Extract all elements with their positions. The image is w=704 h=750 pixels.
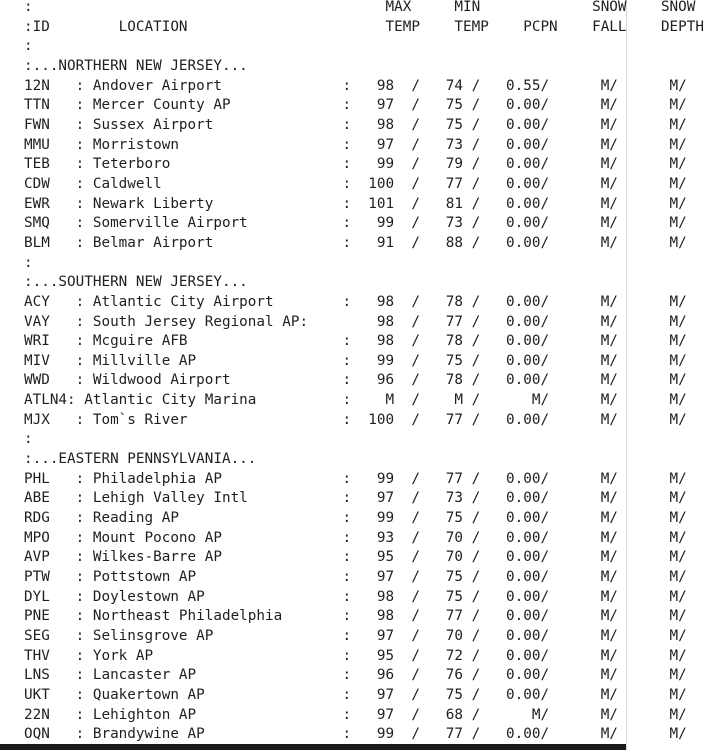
section-header: :...EASTERN PENNSYLVANIA... bbox=[24, 451, 257, 468]
station-row: SEG : Selinsgrove AP : 97 / 70 / 0.00/ M/ M/ bbox=[24, 628, 687, 644]
station-row: 12N : Andover Airport : 98 / 74 / 0.55/ M/ M/ bbox=[24, 77, 687, 94]
section-header: :...SOUTHERN NEW JERSEY... bbox=[24, 274, 248, 291]
station-row: MJX : Tom`s River : 100 / 77 / 0.00/ M/ M/ bbox=[24, 411, 687, 428]
report-line: : bbox=[24, 431, 33, 448]
horizontal-scrollbar[interactable] bbox=[0, 744, 626, 750]
section-header: :...NORTHERN NEW JERSEY... bbox=[24, 57, 248, 74]
station-row: ATLN4: Atlantic City Marina : M / M / M/ M/ M/ bbox=[24, 392, 687, 409]
station-row: MMU : Morristown : 97 / 73 / 0.00/ M/ M/ bbox=[24, 136, 687, 153]
station-row: MIV : Millville AP : 99 / 75 / 0.00/ M/ M/ bbox=[24, 352, 687, 369]
station-row: CDW : Caldwell : 100 / 77 / 0.00/ M/ M/ bbox=[24, 175, 687, 192]
station-row: PHL : Philadelphia AP : 99 / 77 / 0.00/ M/ M/ bbox=[24, 470, 687, 487]
station-row: BLM : Belmar Airport : 91 / 88 / 0.00/ M/ M/ bbox=[24, 234, 687, 251]
scrollbar-thumb[interactable] bbox=[0, 744, 626, 750]
station-row: ACY : Atlantic City Airport : 98 / 78 / 0.00/ M/ M/ bbox=[24, 293, 687, 310]
report-line: : MAX MIN SNOW SNOW bbox=[24, 0, 696, 15]
station-row: ABE : Lehigh Valley Intl : 97 / 73 / 0.00/ M/ M/ bbox=[24, 490, 687, 507]
station-row: RDG : Reading AP : 99 / 75 / 0.00/ M/ M/ bbox=[24, 510, 687, 527]
station-row: WRI : Mcguire AFB : 98 / 78 / 0.00/ M/ M/ bbox=[24, 333, 687, 350]
station-row: UKT : Quakertown AP : 97 / 75 / 0.00/ M/ M/ bbox=[24, 686, 687, 703]
report-text bbox=[24, 0, 704, 745]
station-row: PTW : Pottstown AP : 97 / 75 / 0.00/ M/ M/ bbox=[24, 569, 687, 586]
station-row: WWD : Wildwood Airport : 96 / 78 / 0.00/ M/ M/ bbox=[24, 372, 687, 389]
station-row: DYL : Doylestown AP : 98 / 75 / 0.00/ M/ M/ bbox=[24, 588, 687, 605]
station-row: PNE : Northeast Philadelphia : 98 / 77 / 0.00/ M/ M/ bbox=[24, 608, 687, 625]
station-row: OQN : Brandywine AP : 99 / 77 / 0.00/ M/ M/ bbox=[24, 726, 687, 743]
station-row: MPO : Mount Pocono AP : 93 / 70 / 0.00/ M/ M/ bbox=[24, 529, 687, 546]
station-row: EWR : Newark Liberty : 101 / 81 / 0.00/ M/ M/ bbox=[24, 195, 687, 212]
station-row: TTN : Mercer County AP : 97 / 75 / 0.00/ M/ M/ bbox=[24, 97, 687, 114]
report-line: : bbox=[24, 254, 33, 271]
station-row: FWN : Sussex Airport : 98 / 75 / 0.00/ M/ M/ bbox=[24, 116, 687, 133]
station-row: LNS : Lancaster AP : 96 / 76 / 0.00/ M/ M/ bbox=[24, 667, 687, 684]
station-row: THV : York AP : 95 / 72 / 0.00/ M/ M/ bbox=[24, 647, 687, 664]
station-row: VAY : South Jersey Regional AP: 98 / 77 / 0.00/ M/ M/ bbox=[24, 313, 687, 330]
station-row: TEB : Teterboro : 99 / 79 / 0.00/ M/ M/ bbox=[24, 156, 687, 173]
station-row: SMQ : Somerville Airport : 99 / 73 / 0.00/ M/ M/ bbox=[24, 215, 687, 232]
station-row: 22N : Lehighton AP : 97 / 68 / M/ M/ M/ bbox=[24, 706, 687, 723]
report-line: :ID LOCATION TEMP TEMP PCPN FALL DEPTH bbox=[24, 18, 704, 35]
report-line: : bbox=[24, 38, 33, 55]
station-row: AVP : Wilkes-Barre AP : 95 / 70 / 0.00/ M/ M/ bbox=[24, 549, 687, 566]
